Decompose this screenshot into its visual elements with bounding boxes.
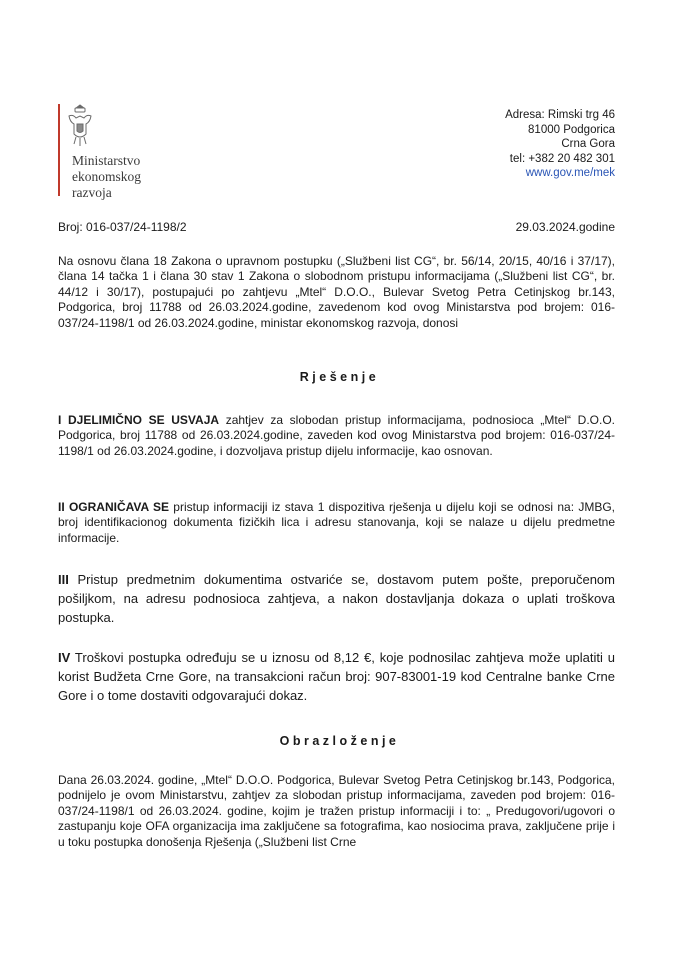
section-4 <box>58 648 615 705</box>
address-country: Crna Gora <box>561 138 615 150</box>
section-2 <box>58 500 615 546</box>
reference-date: 29.03.2024.godine <box>515 220 615 234</box>
section-1-text: zahtjev za slobodan pristup informacijama, podnosioca „Mtel“ D.O.O. Podgorica, broj 11788 od 26.03.2024.godine, zaveden kod ovog Ministarstva pod brojem: 016-037/24-1198/1 od 26.03.2024.godine, i dozvoljava pristup dijelu informacije, kao osnovan. <box>58 413 616 458</box>
address-street: Adresa: Rimski trg 46 <box>505 109 615 121</box>
address-city: 81000 Podgorica <box>528 123 615 136</box>
ministry-line-2: ekonomskog <box>72 169 141 184</box>
section-2-lead: II OGRANIČAVA SE <box>58 500 169 514</box>
address-phone: tel: +382 20 482 301 <box>509 152 615 165</box>
section-3-lead: III <box>58 572 69 587</box>
reasoning-paragraph: Dana 26.03.2024. godine, „Mtel“ D.O.O. Podgorica, Bulevar Svetog Petra Cetinjskog br.143, Podgorica, podnijelo je ovom Ministarstvu, zahtjev za slobodan pristup informacijama, zaveden pod brojem: 016-037/24-1198/1 od 26.03.2024. godine, kojim je tražen pristup informaciji i to: „ Predugovori/ugovori o zastupanju koje OFA organizacija ima zaključene sa fotografima, kao nosiocima prava, zaključene prije i u toku postupka donošenja Rješenja („Službeni list Crne <box>58 773 615 849</box>
section-4-text: Troškovi postupka određuju se u iznosu od 8,12 €, koje podnosilac zahtjeva može uplatiti u korist Budžeta Crne Gore, na transakcioni račun broj: 907-83001-19 kod Centralne banke Crne Gore i o tome dostaviti odgovarajući dokaz. <box>58 650 615 703</box>
section-1-lead: I DJELIMIČNO SE USVAJA <box>58 413 220 427</box>
ministry-line-1: Ministarstvo <box>72 153 141 168</box>
address-website-link[interactable]: www.gov.me/mek <box>525 167 615 179</box>
section-1 <box>58 413 615 459</box>
section-3-text: Pristup predmetnim dokumentima ostvariće se, dostavom putem pošte, preporučenom pošiljkom, na adresu podnosioca zahtjeva, a nakon dostavljanja dokaza o uplati troškova postupka. <box>58 572 615 625</box>
section-2-text: pristup informaciji iz stava 1 dispozitiva rješenja u dijelu koji se odnosi na: JMBG, broj identifikacionog dokumenta fizičkih lica i adresu stanovanja, koji se nalaze u dijelu predmetne informacije. <box>58 500 615 545</box>
decision-title: Rješenje <box>299 370 380 384</box>
montenegro-coat-of-arms-icon <box>66 104 94 150</box>
section-3 <box>58 570 615 627</box>
ministry-line-3: razvoja <box>72 185 112 200</box>
reference-number: Broj: 016-037/24-1198/2 <box>58 220 187 234</box>
intro-paragraph: Na osnovu člana 18 Zakona o upravnom postupku („Službeni list CG“, br. 56/14, 20/15, 40/16 i 37/17), člana 14 tačka 1 i člana 30 stav 1 Zakona o slobodnom pristupu informacijama („Službeni list CG“, br. 44/12 i 30/17), postupajući po zahtjevu „Mtel“ D.O.O., Bulevar Svetog Petra Cetinjskog br.143, Podgorica, broj 11788 od 26.03.2024.godine, zavedenom kod ovog Ministarstva pod brojem: 016-037/24-1198/1 od 26.03.2024.godine, ministar ekonomskog razvoja, donosi <box>58 254 615 330</box>
section-4-lead: IV <box>58 650 71 665</box>
logo-accent-bar <box>58 104 60 196</box>
reasoning-title: Obrazloženje <box>279 734 400 748</box>
ministry-name <box>72 153 141 201</box>
address-block <box>505 108 615 181</box>
